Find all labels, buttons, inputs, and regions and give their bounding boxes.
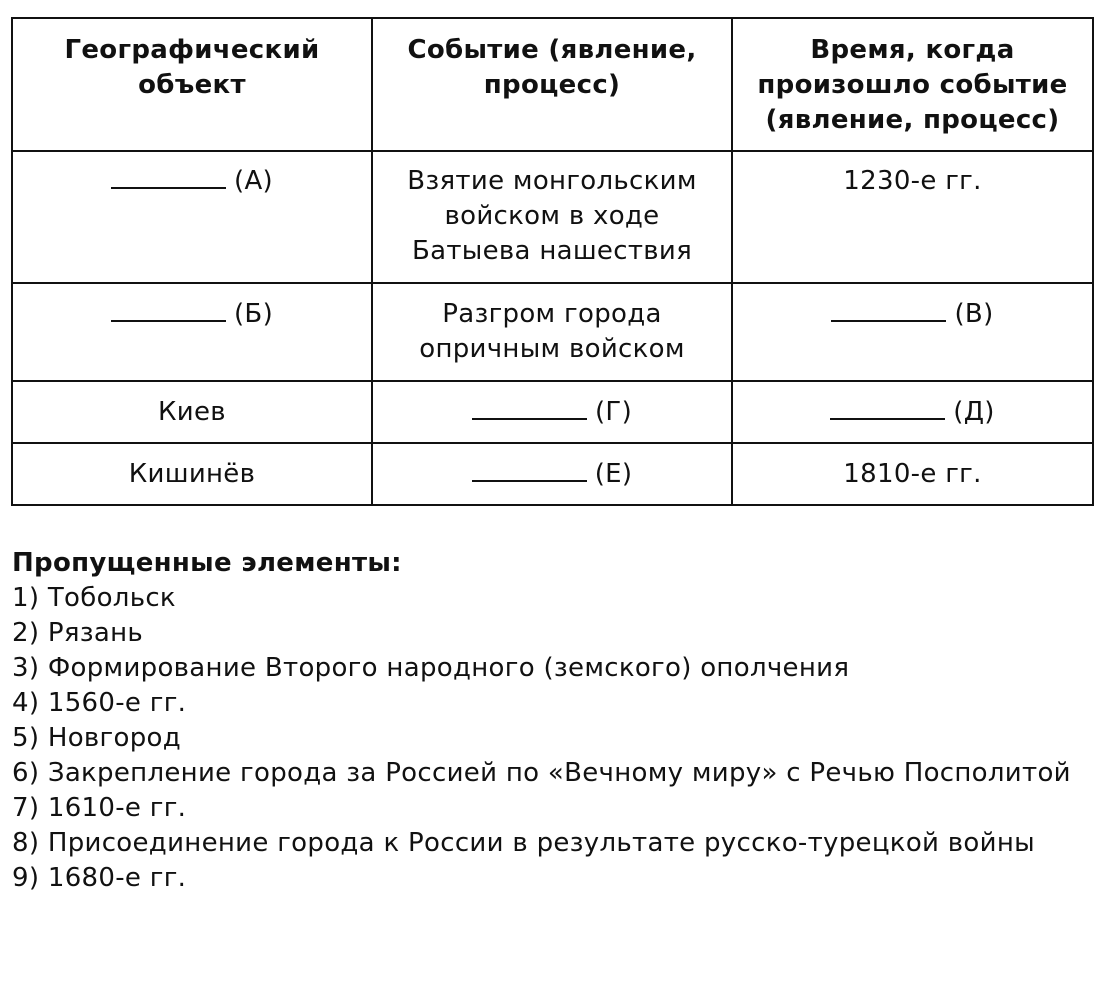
- cell-event: Разгром города опричным войском: [372, 283, 732, 381]
- blank-label: (Б): [233, 299, 274, 329]
- cell-object: Киев: [12, 381, 372, 443]
- list-item: 9) 1680-е гг.: [12, 863, 187, 893]
- cell-event-g: [372, 381, 732, 443]
- cell-object: Кишинёв: [12, 443, 372, 505]
- blank-label: (А): [234, 166, 273, 196]
- list-item: 6) Закрепление города за Россией по «Вечному миру» с Речью Посполитой: [12, 758, 1071, 788]
- blank-label: (Е): [594, 459, 633, 489]
- table-header-row: [12, 18, 1093, 151]
- events-table: [11, 17, 1094, 506]
- answer-blank: [472, 458, 587, 482]
- table-row: [12, 151, 1093, 283]
- cell-time-v: [732, 283, 1093, 381]
- header-time: Время, когда произошло событие (явление, процесс): [732, 18, 1093, 151]
- missing-elements-list: [12, 546, 1097, 896]
- blank-label: (Д): [953, 397, 995, 427]
- missing-elements-heading: Пропущенные элементы:: [12, 548, 402, 578]
- cell-event-e: [372, 443, 732, 505]
- answer-blank: [111, 165, 226, 189]
- header-geographic-object: Географический объект: [12, 18, 372, 151]
- cell-time: 1230-е гг.: [732, 151, 1093, 283]
- table-row: [12, 443, 1093, 505]
- list-item: 2) Рязань: [12, 618, 144, 648]
- table-row: [12, 283, 1093, 381]
- blank-label: (Г): [594, 397, 633, 427]
- answer-blank: [831, 298, 946, 322]
- list-item: 4) 1560-е гг.: [12, 688, 187, 718]
- list-item: 5) Новгород: [12, 723, 181, 753]
- cell-time: 1810-е гг.: [732, 443, 1093, 505]
- cell-time-d: [732, 381, 1093, 443]
- cell-event: Взятие монгольским войском в ходе Батыева нашествия: [372, 151, 732, 283]
- list-item: 1) Тобольск: [12, 583, 176, 613]
- cell-object-a: [12, 151, 372, 283]
- answer-blank: [830, 396, 945, 420]
- blank-label: (В): [954, 299, 994, 329]
- table-row: [12, 381, 1093, 443]
- list-item: 3) Формирование Второго народного (земского) ополчения: [12, 653, 850, 683]
- answer-blank: [111, 298, 226, 322]
- answer-blank: [472, 396, 587, 420]
- list-item: 7) 1610-е гг.: [12, 793, 187, 823]
- list-item: 8) Присоединение города к России в результате русско-турецкой войны: [12, 828, 1035, 858]
- cell-object-b: [12, 283, 372, 381]
- header-event: Событие (явление, процесс): [372, 18, 732, 151]
